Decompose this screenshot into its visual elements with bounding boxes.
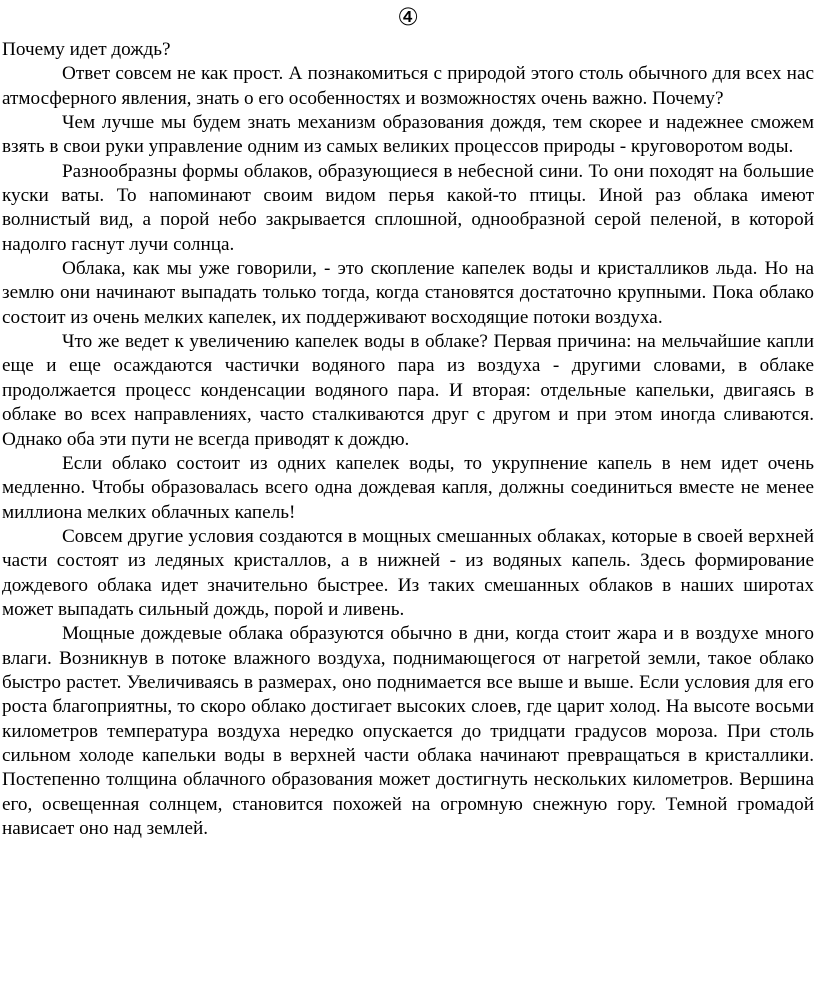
paragraph-2: Чем лучше мы будем знать механизм образования дождя, тем скорее и надежнее сможем взять в свои руки управление одним из самых великих процессов природы - круговоротом воды. <box>2 112 814 158</box>
document-title: Почему идет дождь? <box>2 39 171 60</box>
page-number-marker: ④ <box>397 3 419 31</box>
paragraph-8: Мощные дождевые облака образуются обычно в дни, когда стоит жара и в воздухе много влаги. Возникнув в потоке влажного воздуха, поднимающегося от нагретой земли, такое облако быстро растет. Увеличиваясь в размерах, оно поднимается все выше и выше. Если условия для его роста благоприятны, то скоро облако достигает высоких слоев, где царит холод. На высоте восьми километров температура воздуха нередко опускается до тридцати градусов мороза. При столь сильном холоде капельки воды в верхней части облака начинают превращаться в кристаллики. Постепенно толщина облачного образования может достигнуть нескольких километров. Вершина его, освещенная солнцем, становится похожей на огромную снежную гору. Темной громадой нависает оно над землей. <box>2 623 814 839</box>
paragraph-1: Ответ совсем не как прост. А познакомиться с природой этого столь обычного для всех нас атмосферного явления, знать о его особенностях и возможностях очень важно. Почему? <box>2 63 814 109</box>
paragraph-3: Разнообразны формы облаков, образующиеся в небесной сини. То они походят на большие куски ваты. То напоминают своим видом перья какой-то птицы. Иной раз облака имеют волнистый вид, а порой небо закрывается сплошной, однообразной серой пеленой, в которой надолго гаснут лучи солнца. <box>2 160 814 255</box>
document-body <box>2 38 814 841</box>
paragraph-6: Если облако состоит из одних капелек воды, то укрупнение капель в нем идет очень медленно. Чтобы образовалась всего одна дождевая капля, должны соединиться вместе не менее миллиона мелких облачных капель! <box>2 452 814 523</box>
paragraph-5: Что же ведет к увеличению капелек воды в облаке? Первая причина: на мельчайшие капли еще и еще осаждаются частички водяного пара из воздуха - другими словами, в облаке продолжается процесс конденсации водяного пара. И вторая: отдельные капельки, двигаясь в облаке во всех направлениях, часто сталкиваются друг с другом и при этом иногда сливаются. Однако оба эти пути не всегда приводят к дождю. <box>2 331 814 450</box>
paragraph-4: Облака, как мы уже говорили, - это скопление капелек воды и кристалликов льда. Но на землю они начинают выпадать только тогда, когда становятся достаточно крупными. Пока облако состоит из очень мелких капелек, их поддерживают восходящие потоки воздуха. <box>2 258 814 328</box>
paragraph-7: Совсем другие условия создаются в мощных смешанных облаках, которые в своей верхней части состоят из ледяных кристаллов, а в нижней - из водяных капель. Здесь формирование дождевого облака идет значительно быстрее. Из таких смешанных облаков в наших широтах может выпадать сильный дождь, порой и ливень. <box>2 525 814 620</box>
